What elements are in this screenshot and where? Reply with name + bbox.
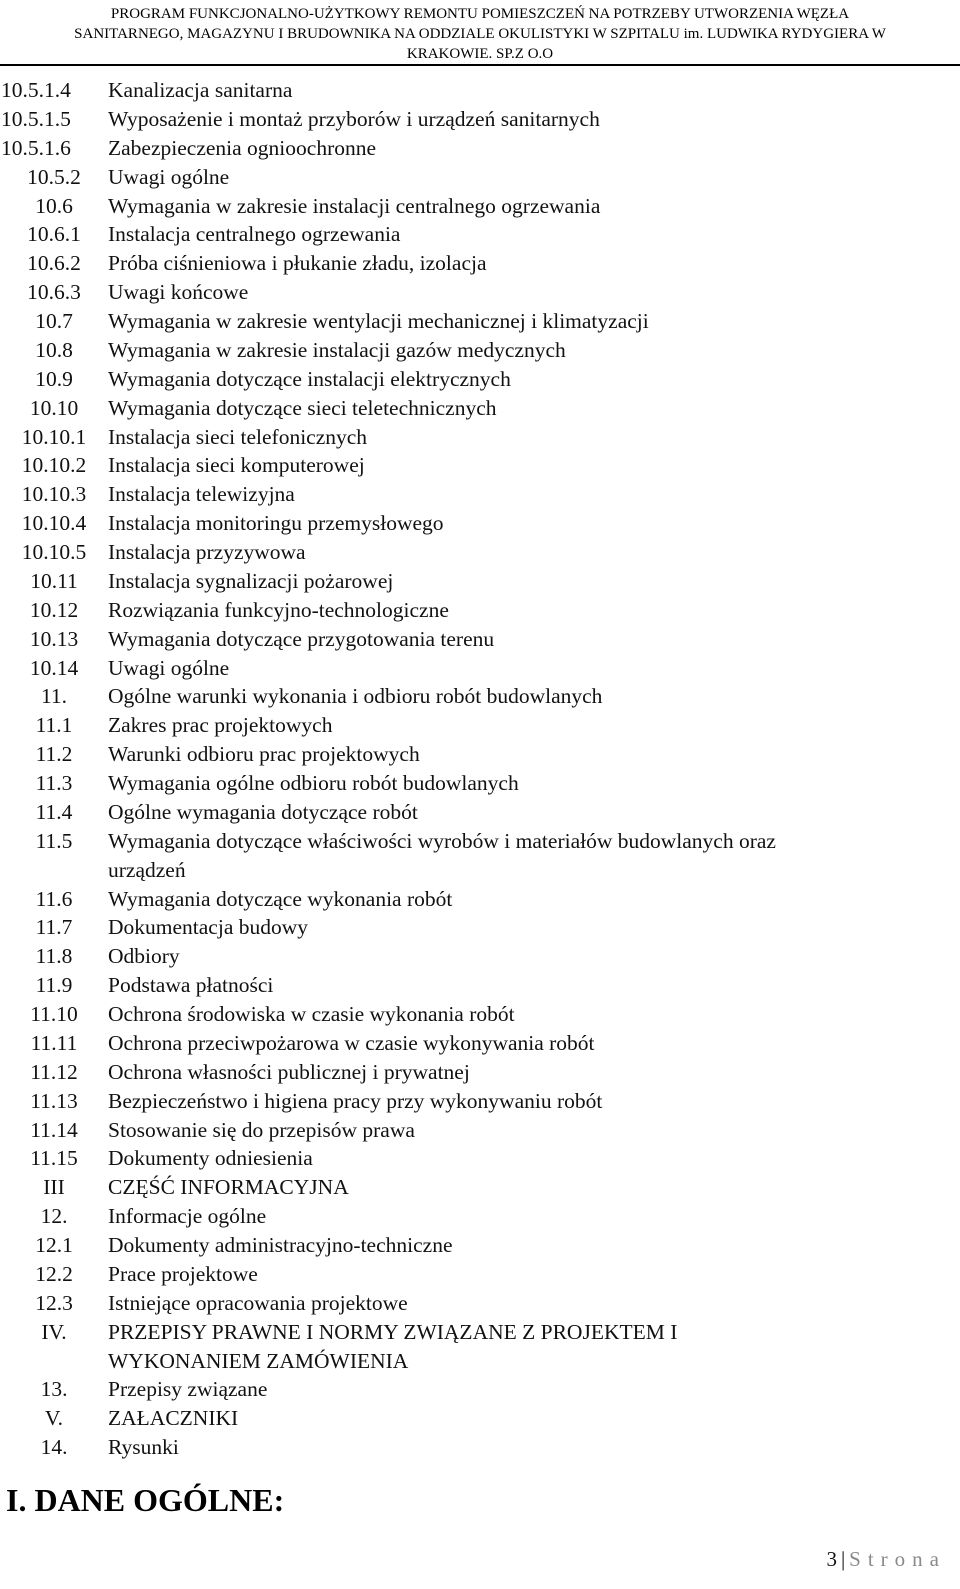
toc-entry-number: IV. — [41, 1319, 67, 1344]
toc-entry — [0, 278, 960, 307]
toc-entry-title: Wymagania dotyczące przygotowania terenu — [108, 626, 495, 651]
toc-entry-number: 10.6.2 — [27, 251, 81, 276]
toc-entry-number: 11.7 — [35, 915, 73, 940]
toc-entry — [0, 1231, 960, 1260]
toc-entry-title: Zakres prac projektowych — [108, 713, 333, 738]
toc-entry-title: Kanalizacja sanitarna — [108, 78, 293, 102]
toc-entry-title: Ochrona przeciwpożarowa w czasie wykonywania robót — [108, 1030, 595, 1055]
toc-entry — [0, 1318, 960, 1376]
toc-entry-title: Uwagi końcowe — [108, 280, 249, 305]
toc-entry-number: 11.6 — [35, 886, 73, 911]
toc-entry — [0, 711, 960, 740]
toc-entry-title: Odbiory — [108, 944, 180, 969]
toc-entry-number: 10.14 — [29, 655, 79, 680]
toc-entry-number: 11.10 — [30, 1002, 78, 1026]
toc-entry — [0, 451, 960, 480]
toc-entry-number: 12.2 — [35, 1261, 73, 1286]
toc-entry-number: 11.11 — [30, 1030, 78, 1055]
toc-entry — [0, 567, 960, 596]
toc-entry-title: Instalacja monitoringu przemysłowego — [108, 511, 444, 536]
toc-entry-title: Wymagania dotyczące wykonania robót — [108, 886, 453, 911]
toc-entry-title: Wymagania w zakresie wentylacji mechanicznej i klimatyzacji — [108, 309, 649, 333]
toc-entry — [0, 769, 960, 798]
toc-entry — [0, 1289, 960, 1318]
toc-entry — [0, 1087, 960, 1116]
toc-entry — [0, 942, 960, 971]
toc-entry — [0, 625, 960, 654]
toc-entry-number: 11.15 — [30, 1146, 78, 1171]
toc-entry — [0, 1144, 960, 1173]
toc-entry-title: CZĘŚĆ INFORMACYJNA — [108, 1175, 349, 1200]
toc-entry-number: 10.12 — [29, 597, 79, 622]
toc-entry-number: 11.1 — [35, 713, 73, 738]
toc-entry-title: Instalacja centralnego ogrzewania — [108, 222, 401, 247]
toc-entry-number: 10.10 — [29, 395, 79, 420]
toc-entry-title: Bezpieczeństwo i higiena pracy przy wykonywaniu robót — [108, 1088, 603, 1113]
toc-entry — [0, 827, 960, 885]
toc-entry-number: III — [43, 1175, 65, 1200]
toc-entry-title: Ochrona środowiska w czasie wykonania robót — [108, 1002, 515, 1026]
toc-entry — [0, 1173, 960, 1202]
header-line-2: SANITARNEGO, MAGAZYNU I BRUDOWNIKA NA ODDZIALE OKULISTYKI W SZPITALU im. LUDWIKA RYDYGIERA W — [74, 26, 886, 42]
page-label: Strona — [849, 1547, 946, 1571]
toc-entry-title: Ogólne warunki wykonania i odbioru robót budowlanych — [108, 684, 603, 709]
table-of-contents — [0, 76, 960, 1462]
toc-entry-number: 11.12 — [30, 1059, 78, 1084]
toc-entry-title: Podstawa płatności — [108, 973, 274, 998]
toc-entry — [0, 1404, 960, 1433]
toc-entry — [0, 480, 960, 509]
toc-entry-title: Informacje ogólne — [108, 1204, 267, 1229]
section-heading: I. DANE OGÓLNE: — [6, 1482, 285, 1518]
toc-entry-title: Wymagania ogólne odbioru robót budowlanych — [108, 771, 519, 795]
toc-entry — [0, 538, 960, 567]
toc-entry — [0, 596, 960, 625]
toc-entry-number: 10.8 — [35, 337, 73, 362]
toc-entry-title: Wymagania w zakresie instalacji gazów medycznych — [108, 337, 566, 362]
toc-entry-number: 11.4 — [35, 799, 73, 824]
page-number: 3 — [826, 1547, 837, 1571]
toc-entry-number: 10.10.3 — [21, 482, 87, 507]
toc-entry-title: Zabezpieczenia ognioochronne — [108, 135, 377, 160]
toc-entry-title: Rysunki — [108, 1435, 179, 1460]
toc-entry-title: Ochrona własności publicznej i prywatnej — [108, 1059, 470, 1084]
toc-entry — [0, 1058, 960, 1087]
toc-entry-title: Warunki odbioru prac projektowych — [108, 742, 420, 767]
header-divider — [0, 64, 960, 66]
toc-entry — [0, 1260, 960, 1289]
toc-entry — [0, 798, 960, 827]
toc-entry-title: Dokumentacja budowy — [108, 915, 309, 940]
toc-entry-number: 11.9 — [35, 973, 73, 998]
toc-entry — [0, 885, 960, 914]
toc-entry — [0, 192, 960, 221]
toc-entry — [0, 1116, 960, 1145]
toc-entry-title: Istniejące opracowania projektowe — [108, 1290, 408, 1315]
toc-entry-title: Stosowanie się do przepisów prawa — [108, 1117, 415, 1142]
toc-entry-title: Wymagania dotyczące sieci teletechnicznych — [108, 395, 497, 420]
toc-entry — [0, 163, 960, 192]
toc-entry — [0, 654, 960, 683]
toc-entry-title: Wymagania dotyczące instalacji elektrycznych — [108, 366, 511, 391]
toc-entry-number: 10.7 — [35, 309, 73, 333]
toc-entry-number: 10.10.2 — [21, 453, 87, 478]
toc-entry-title: Instalacja przyzywowa — [108, 540, 306, 564]
toc-entry-title: Uwagi ogólne — [108, 164, 230, 189]
toc-entry-title: ZAŁACZNIKI — [108, 1406, 239, 1431]
toc-entry-title: Rozwiązania funkcyjno-technologiczne — [108, 597, 449, 622]
toc-entry — [0, 307, 960, 336]
toc-entry-number: 10.6 — [35, 193, 73, 218]
toc-entry-title: Dokumenty odniesienia — [108, 1146, 313, 1171]
toc-entry-title: Przepisy związane — [108, 1377, 268, 1402]
toc-entry-title: Instalacja sygnalizacji pożarowej — [108, 568, 394, 593]
toc-entry-number: 10.5.1.4 — [1, 78, 71, 102]
toc-entry-title: Instalacja sieci telefonicznych — [108, 424, 368, 449]
toc-entry-number: 12. — [40, 1204, 68, 1229]
toc-entry-title: Instalacja telewizyjna — [108, 482, 295, 507]
toc-entry — [0, 220, 960, 249]
toc-entry-number: 10.10.1 — [21, 424, 87, 449]
toc-entry — [0, 682, 960, 711]
toc-entry-number: 12.1 — [35, 1233, 73, 1257]
toc-entry — [0, 1000, 960, 1029]
toc-entry-number: 10.6.3 — [27, 280, 81, 305]
toc-entry-number: 10.10.4 — [21, 511, 87, 536]
toc-entry-number: 10.11 — [30, 568, 78, 593]
toc-entry — [0, 394, 960, 423]
toc-entry — [0, 365, 960, 394]
toc-entry-title: Próba ciśnieniowa i płukanie zładu, izolacja — [108, 251, 487, 276]
toc-entry — [0, 1375, 960, 1404]
toc-entry — [0, 249, 960, 278]
header-line-1: PROGRAM FUNKCJONALNO-UŻYTKOWY REMONTU POMIESZCZEŃ NA POTRZEBY UTWORZENIA WĘZŁA — [110, 6, 850, 22]
toc-entry-title: Uwagi ogólne — [108, 655, 230, 680]
toc-entry-number: 10.13 — [29, 626, 79, 651]
toc-entry-number: 11.2 — [35, 742, 73, 767]
toc-entry-title: Prace projektowe — [108, 1261, 258, 1286]
toc-entry-number: 10.10.5 — [21, 540, 87, 564]
toc-entry — [0, 336, 960, 365]
toc-entry — [0, 509, 960, 538]
toc-entry-title: Instalacja sieci komputerowej — [108, 453, 365, 478]
toc-entry — [0, 1029, 960, 1058]
toc-entry — [0, 423, 960, 452]
toc-entry — [0, 76, 960, 105]
page-header — [0, 4, 960, 64]
toc-entry-number: 10.6.1 — [27, 222, 81, 247]
toc-entry — [0, 1202, 960, 1231]
toc-entry-number: V. — [44, 1406, 64, 1431]
toc-entry-title: Wyposażenie i montaż przyborów i urządzeń sanitarnych — [108, 106, 600, 131]
toc-entry-number: 10.5.2 — [27, 164, 81, 189]
toc-entry-title: PRZEPISY PRAWNE I NORMY ZWIĄZANE Z PROJEKTEM I WYKONANIEM ZAMÓWIENIA — [108, 1319, 678, 1373]
toc-entry-number: 11.14 — [30, 1117, 78, 1142]
toc-entry-number: 10.5.1.6 — [1, 135, 71, 160]
toc-entry — [0, 913, 960, 942]
toc-entry — [0, 740, 960, 769]
toc-entry-title: Ogólne wymagania dotyczące robót — [108, 799, 418, 824]
toc-entry-title: Wymagania dotyczące właściwości wyrobów i materiałów budowlanych oraz urządzeń — [108, 828, 776, 882]
toc-entry-number: 10.5.1.5 — [1, 106, 71, 131]
toc-entry-number: 11.5 — [35, 828, 73, 853]
toc-entry-number: 13. — [40, 1377, 68, 1402]
toc-entry — [0, 105, 960, 134]
footer-separator: | — [840, 1547, 846, 1571]
toc-entry — [0, 134, 960, 163]
toc-entry-number: 11.13 — [30, 1088, 78, 1113]
header-line-3: KRAKOWIE. SP.Z O.O — [406, 46, 554, 62]
toc-entry-number: 10.9 — [35, 366, 73, 391]
toc-entry-number: 12.3 — [35, 1290, 73, 1315]
toc-entry-title: Wymagania w zakresie instalacji centralnego ogrzewania — [108, 193, 601, 218]
toc-entry-number: 14. — [40, 1435, 68, 1460]
toc-entry — [0, 1433, 960, 1462]
toc-entry — [0, 971, 960, 1000]
toc-entry-number: 11.8 — [35, 944, 73, 969]
page-footer — [826, 1545, 946, 1573]
toc-entry-number: 11. — [40, 684, 68, 709]
toc-entry-title: Dokumenty administracyjno-techniczne — [108, 1233, 453, 1257]
toc-entry-number: 11.3 — [35, 771, 73, 795]
